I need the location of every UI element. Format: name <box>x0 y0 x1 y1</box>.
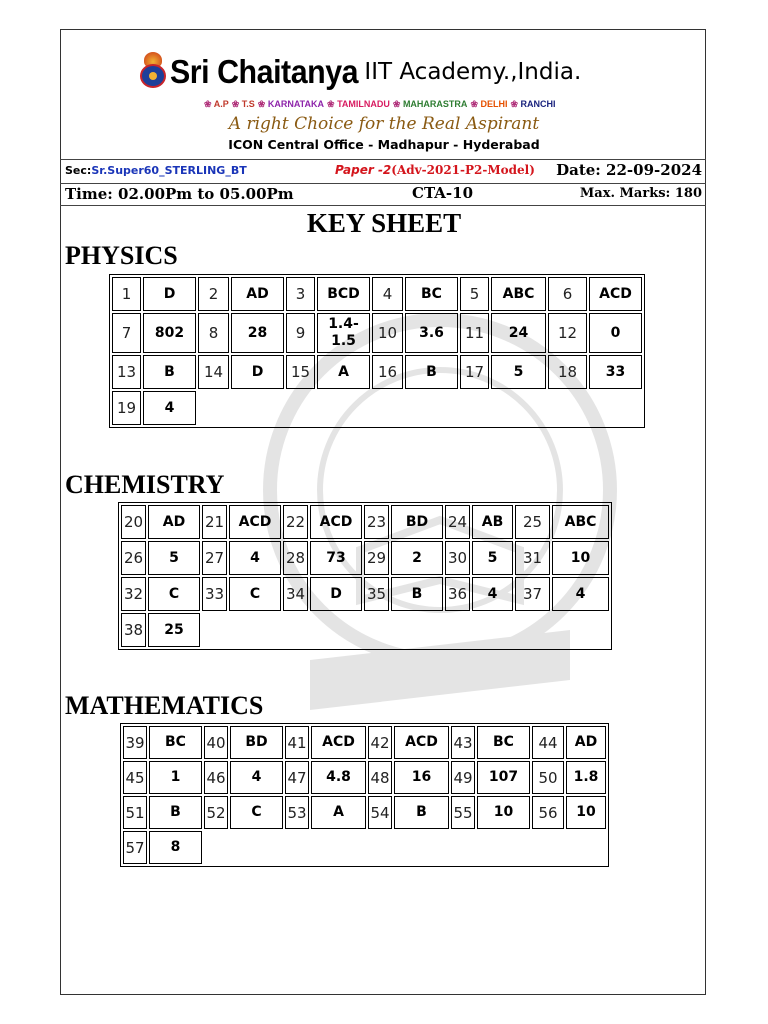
question-number: 56 <box>532 796 564 829</box>
question-number: 15 <box>286 355 315 389</box>
state-name: T.S <box>241 99 255 109</box>
physics-answer-table <box>109 274 645 428</box>
divider <box>60 159 706 160</box>
physics-title: PHYSICS <box>65 241 178 270</box>
answer-value: D <box>231 355 284 389</box>
question-number: 19 <box>112 391 141 425</box>
question-number: 7 <box>112 313 141 353</box>
answer-value: 25 <box>148 613 200 647</box>
answer-value: C <box>148 577 200 611</box>
answer-row <box>112 391 642 425</box>
question-number: 52 <box>204 796 228 829</box>
answer-value: A <box>317 355 370 389</box>
answer-value: 5 <box>472 541 513 575</box>
question-number: 44 <box>532 726 564 759</box>
question-number: 51 <box>123 796 147 829</box>
question-number: 22 <box>283 505 308 539</box>
brand-name: Sri Chaitanya <box>170 53 359 90</box>
answer-row <box>121 505 609 539</box>
question-number: 37 <box>515 577 550 611</box>
answer-value: AD <box>566 726 606 759</box>
answer-value: 24 <box>491 313 546 353</box>
answer-value: 16 <box>394 761 449 794</box>
question-number: 36 <box>445 577 470 611</box>
question-number: 17 <box>460 355 489 389</box>
divider <box>60 183 706 184</box>
state-bullet-icon: ❀ <box>231 99 242 109</box>
max-marks: Max. Marks: 180 <box>579 186 702 201</box>
answer-value: 1 <box>149 761 202 794</box>
question-number: 1 <box>112 277 141 311</box>
answer-value: ABC <box>552 505 609 539</box>
question-number: 30 <box>445 541 470 575</box>
office-address: ICON Central Office - Madhapur - Hyderabad <box>228 137 540 152</box>
answer-value: 1.8 <box>566 761 606 794</box>
question-number: 6 <box>548 277 587 311</box>
answer-value: 2 <box>391 541 443 575</box>
question-number: 35 <box>364 577 389 611</box>
question-number: 49 <box>451 761 475 794</box>
answer-value: 8 <box>149 831 202 864</box>
question-number: 38 <box>121 613 146 647</box>
answer-value: 4 <box>229 541 281 575</box>
question-number: 43 <box>451 726 475 759</box>
answer-value: BD <box>391 505 443 539</box>
state-name: DELHI <box>480 99 508 109</box>
question-number: 48 <box>368 761 392 794</box>
answer-value: 10 <box>477 796 530 829</box>
answer-row <box>123 761 606 794</box>
exam-time: Time: 02.00Pm to 05.00Pm <box>65 185 294 203</box>
answer-value: 4.8 <box>311 761 366 794</box>
answer-value: BCD <box>317 277 370 311</box>
question-number: 8 <box>198 313 229 353</box>
answer-row <box>112 355 642 389</box>
answer-value: 0 <box>589 313 642 353</box>
state-name: TAMILNADU <box>337 99 390 109</box>
state-name: RANCHI <box>520 99 556 109</box>
question-number: 29 <box>364 541 389 575</box>
brand-suffix: IIT Academy.,India. <box>364 59 582 85</box>
question-number: 20 <box>121 505 146 539</box>
question-number: 23 <box>364 505 389 539</box>
answer-row <box>121 541 609 575</box>
question-number: 21 <box>202 505 227 539</box>
question-number: 26 <box>121 541 146 575</box>
mathematics-title: MATHEMATICS <box>65 691 264 720</box>
exam-date: Date: 22-09-2024 <box>556 161 702 179</box>
question-number: 14 <box>198 355 229 389</box>
answer-value: 28 <box>231 313 284 353</box>
question-number: 28 <box>283 541 308 575</box>
sri-chaitanya-logo-icon <box>138 52 168 92</box>
question-number: 47 <box>285 761 309 794</box>
tagline: A right Choice for the Real Aspirant <box>228 114 540 134</box>
answer-row <box>123 796 606 829</box>
state-name: A.P <box>213 99 229 109</box>
answer-value: C <box>229 577 281 611</box>
question-number: 16 <box>372 355 403 389</box>
question-number: 13 <box>112 355 141 389</box>
state-bullet-icon: ❀ <box>510 99 521 109</box>
question-number: 40 <box>204 726 228 759</box>
question-number: 4 <box>372 277 403 311</box>
question-number: 53 <box>285 796 309 829</box>
answer-value: 5 <box>491 355 546 389</box>
question-number: 39 <box>123 726 147 759</box>
question-number: 34 <box>283 577 308 611</box>
state-bullet-icon: ❀ <box>470 99 481 109</box>
answer-row <box>123 831 606 864</box>
answer-value: BC <box>149 726 202 759</box>
answer-value: B <box>143 355 196 389</box>
answer-value: 802 <box>143 313 196 353</box>
paper-info: Paper -2(Adv-2021-P2-Model) <box>335 163 535 177</box>
question-number: 32 <box>121 577 146 611</box>
state-bullet-icon: ❀ <box>257 99 268 109</box>
state-name: KARNATAKA <box>267 99 325 109</box>
answer-value: 4 <box>472 577 513 611</box>
question-number: 2 <box>198 277 229 311</box>
question-number: 12 <box>548 313 587 353</box>
state-bullet-icon: ❀ <box>392 99 403 109</box>
answer-value: C <box>230 796 283 829</box>
question-number: 54 <box>368 796 392 829</box>
key-sheet-title: KEY SHEET <box>306 208 462 238</box>
chemistry-title: CHEMISTRY <box>65 470 225 499</box>
answer-value: ACD <box>589 277 642 311</box>
answer-value: AB <box>472 505 513 539</box>
question-number: 9 <box>286 313 315 353</box>
question-number: 25 <box>515 505 550 539</box>
question-number: 3 <box>286 277 315 311</box>
question-number: 46 <box>204 761 228 794</box>
answer-value: AD <box>231 277 284 311</box>
question-number: 42 <box>368 726 392 759</box>
answer-value: BC <box>405 277 458 311</box>
chemistry-answer-table <box>118 502 612 650</box>
answer-value: 4 <box>143 391 196 425</box>
answer-value: 3.6 <box>405 313 458 353</box>
state-bullet-icon: ❀ <box>327 99 338 109</box>
divider <box>60 205 706 206</box>
answer-value: ACD <box>311 726 366 759</box>
question-number: 11 <box>460 313 489 353</box>
answer-value: 4 <box>552 577 609 611</box>
answer-row <box>123 726 606 759</box>
answer-value: AD <box>148 505 200 539</box>
question-number: 10 <box>372 313 403 353</box>
question-number: 5 <box>460 277 489 311</box>
empty-cell <box>204 831 606 864</box>
question-number: 31 <box>515 541 550 575</box>
empty-cell <box>202 613 609 647</box>
answer-row <box>121 613 609 647</box>
brand-header <box>138 50 581 94</box>
answer-value: B <box>149 796 202 829</box>
answer-row <box>112 277 642 311</box>
answer-value: D <box>143 277 196 311</box>
question-number: 50 <box>532 761 564 794</box>
mathematics-answer-table <box>120 723 609 867</box>
answer-value: 107 <box>477 761 530 794</box>
question-number: 55 <box>451 796 475 829</box>
answer-value: ACD <box>394 726 449 759</box>
answer-value: D <box>310 577 362 611</box>
answer-value: 10 <box>552 541 609 575</box>
answer-value: B <box>394 796 449 829</box>
question-number: 45 <box>123 761 147 794</box>
question-number: 18 <box>548 355 587 389</box>
answer-value: B <box>405 355 458 389</box>
state-bullet-icon: ❀ <box>204 99 214 109</box>
cta-code: CTA-10 <box>412 184 474 202</box>
state-name: MAHARASTRA <box>402 99 468 109</box>
question-number: 27 <box>202 541 227 575</box>
empty-cell <box>198 391 642 425</box>
question-number: 24 <box>445 505 470 539</box>
answer-row <box>112 313 642 353</box>
answer-value: 1.4- 1.5 <box>317 313 370 353</box>
answer-value: BD <box>230 726 283 759</box>
answer-value: ACD <box>229 505 281 539</box>
answer-value: 4 <box>230 761 283 794</box>
question-number: 57 <box>123 831 147 864</box>
answer-value: BC <box>477 726 530 759</box>
answer-value: 33 <box>589 355 642 389</box>
question-number: 33 <box>202 577 227 611</box>
answer-value: 73 <box>310 541 362 575</box>
answer-value: ACD <box>310 505 362 539</box>
answer-value: ABC <box>491 277 546 311</box>
question-number: 41 <box>285 726 309 759</box>
answer-value: 10 <box>566 796 606 829</box>
answer-row <box>121 577 609 611</box>
answer-value: 5 <box>148 541 200 575</box>
states-list <box>204 99 559 110</box>
answer-value: B <box>391 577 443 611</box>
section-info: Sec:Sr.Super60_STERLING_BT <box>65 164 247 177</box>
answer-value: A <box>311 796 366 829</box>
